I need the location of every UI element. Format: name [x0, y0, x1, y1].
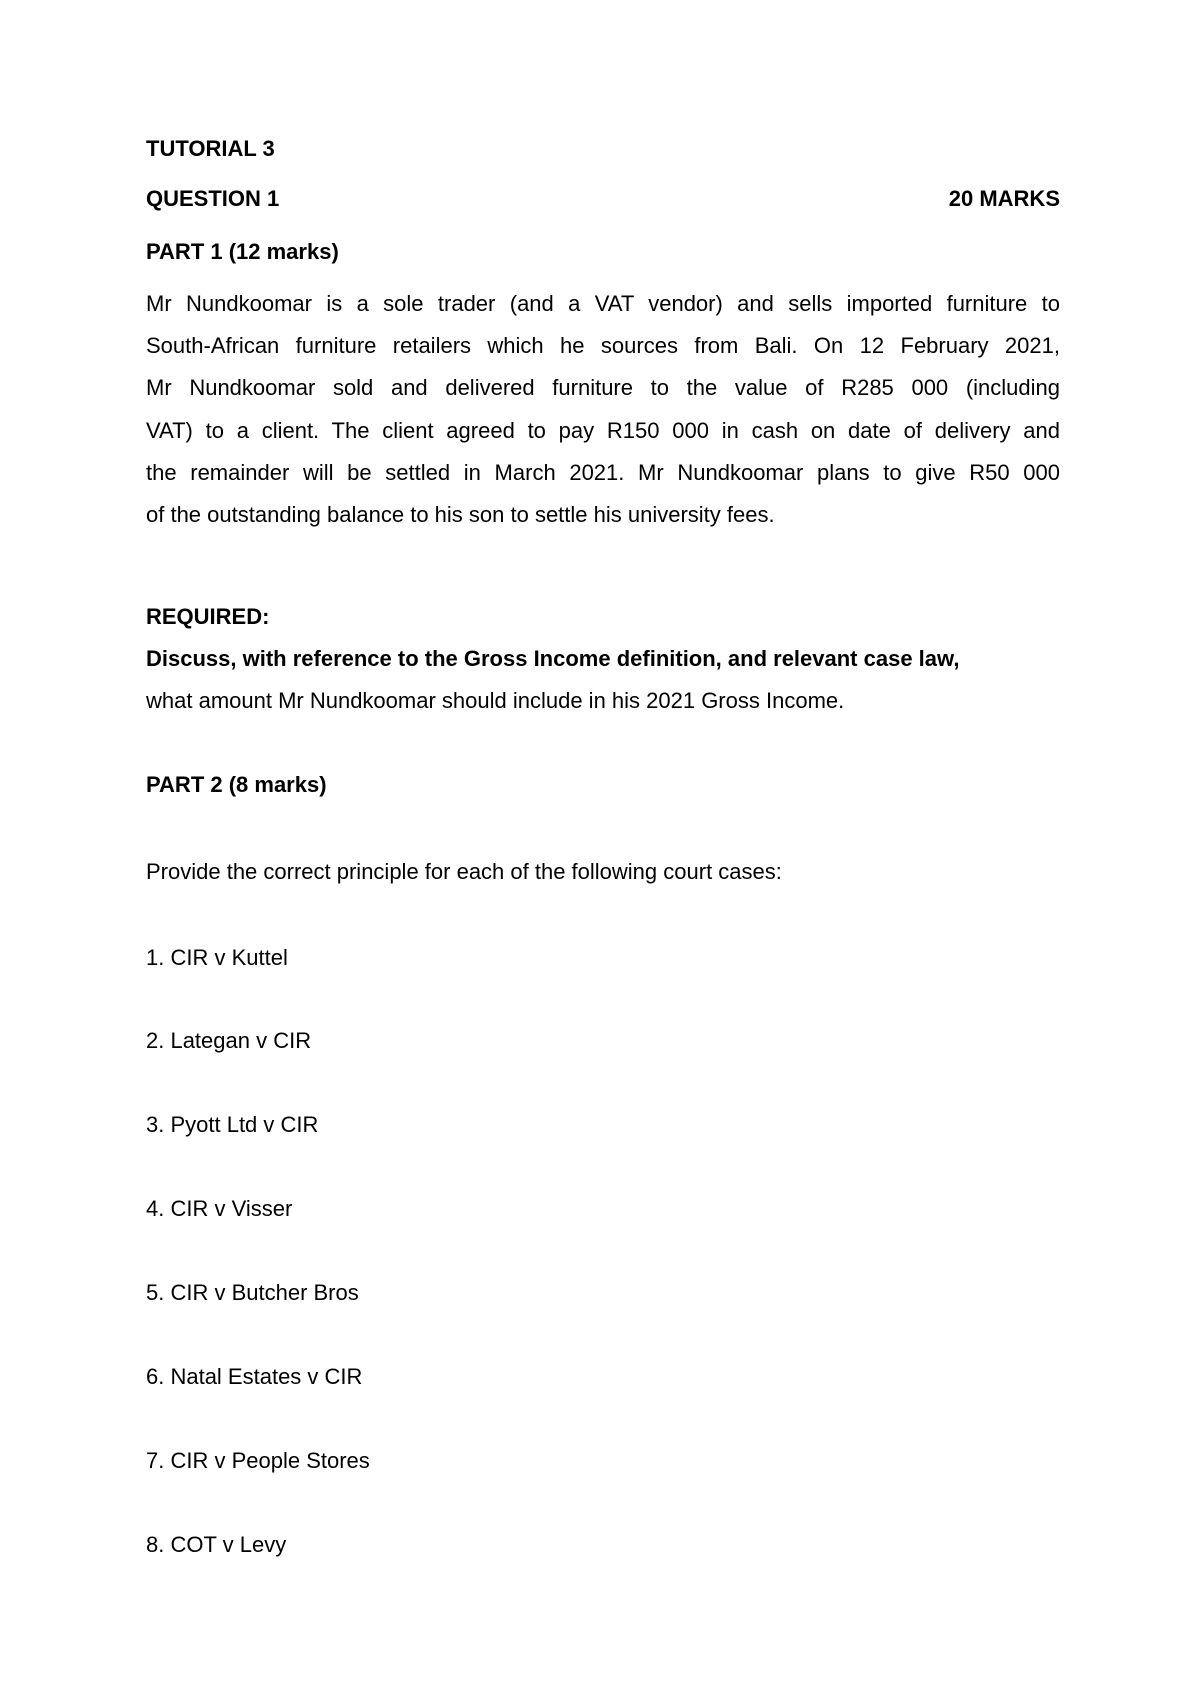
paragraph-line: of the outstanding balance to his son to settle his university fees.	[146, 502, 775, 528]
paragraph-line: South-African furniture retailers which he sources from Bali. On 12 February 2021,	[146, 333, 1060, 359]
list-item: 6. Natal Estates v CIR	[146, 1364, 363, 1389]
part1-paragraph	[146, 283, 1060, 536]
question-label: QUESTION 1	[146, 186, 280, 211]
part2-heading: PART 2 (8 marks)	[146, 772, 327, 797]
paragraph-line: the remainder will be settled in March 2021. Mr Nundkoomar plans to give R50 000	[146, 459, 1060, 485]
question-heading	[146, 185, 1060, 213]
required-label: REQUIRED:	[146, 604, 270, 629]
question-marks: 20 MARKS	[948, 186, 1060, 211]
paragraph-line: Mr Nundkoomar sold and delivered furniture to the value of R285 000 (including	[146, 375, 1060, 401]
part2-instruction: Provide the correct principle for each of the following court cases:	[146, 859, 782, 884]
list-item: 8. COT v Levy	[146, 1532, 287, 1557]
list-item: 4. CIR v Visser	[146, 1196, 293, 1221]
list-item: 3. Pyott Ltd v CIR	[146, 1112, 319, 1137]
document-page	[146, 0, 1060, 1698]
part1-heading: PART 1 (12 marks)	[146, 239, 339, 264]
list-item: 1. CIR v Kuttel	[146, 945, 288, 970]
required-instruction-bold: Discuss, with reference to the Gross Income definition, and relevant case law,	[146, 646, 960, 671]
tutorial-title: TUTORIAL 3	[146, 136, 275, 161]
paragraph-line: Mr Nundkoomar is a sole trader (and a VAT vendor) and sells imported furniture to	[146, 291, 1060, 316]
list-item: 5. CIR v Butcher Bros	[146, 1280, 359, 1305]
list-item: 7. CIR v People Stores	[146, 1448, 370, 1473]
list-item: 2. Lategan v CIR	[146, 1028, 312, 1053]
paragraph-line: VAT) to a client. The client agreed to pay R150 000 in cash on date of delivery and	[146, 417, 1060, 443]
required-instruction-rest: what amount Mr Nundkoomar should include in his 2021 Gross Income.	[146, 688, 845, 713]
